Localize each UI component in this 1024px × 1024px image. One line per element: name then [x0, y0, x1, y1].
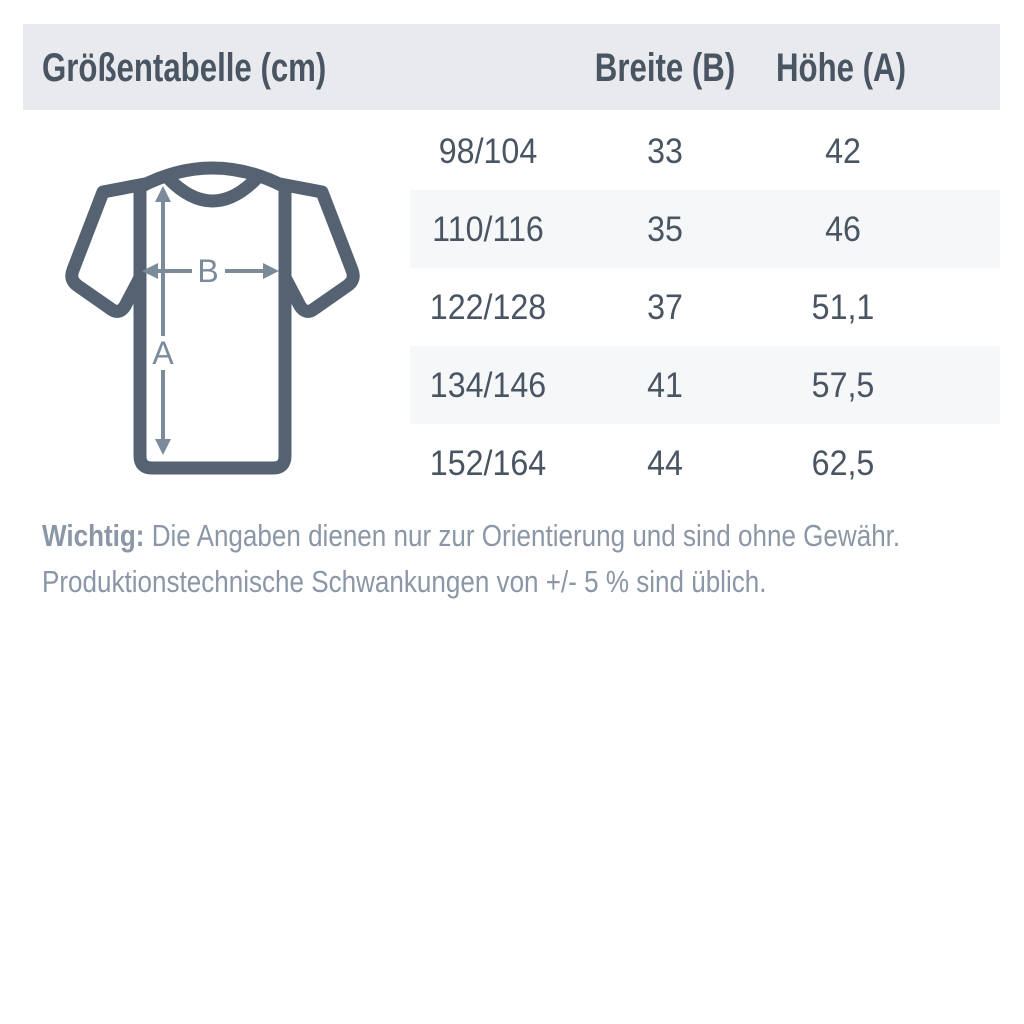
table-row	[410, 190, 1000, 268]
table-row	[410, 112, 1000, 190]
footer-important-label: Wichtig:	[42, 518, 145, 553]
height-arrow-label: A	[152, 335, 174, 371]
table-row	[410, 346, 1000, 424]
footer-note	[42, 513, 901, 605]
breite-cell: 37	[647, 288, 683, 327]
size-cell: 110/116	[432, 210, 544, 249]
table-row	[410, 268, 1000, 346]
breite-cell: 35	[647, 210, 683, 249]
size-cell: 98/104	[438, 132, 538, 171]
footer-text-1: Die Angaben dienen nur zur Orientierung und sind ohne Gewähr.	[151, 518, 901, 553]
hoehe-cell: 57,5	[811, 366, 875, 405]
size-cell: 122/128	[429, 288, 547, 327]
tshirt-measurement-diagram	[55, 148, 365, 483]
hoehe-cell: 46	[825, 210, 861, 249]
size-cell: 152/164	[429, 444, 547, 483]
size-cell: 134/146	[429, 366, 547, 405]
breite-cell: 41	[647, 366, 683, 405]
hoehe-cell: 51,1	[811, 288, 875, 327]
page-title: Größentabelle (cm)	[42, 46, 327, 90]
breite-cell: 44	[647, 444, 683, 483]
column-header-hoehe: Höhe (A)	[776, 46, 906, 90]
table-header-bar	[23, 24, 1000, 110]
table-row	[410, 424, 1000, 502]
column-header-breite: Breite (B)	[594, 46, 736, 90]
footer-line-2	[42, 559, 848, 605]
hoehe-cell: 42	[825, 132, 861, 171]
breite-cell: 33	[647, 132, 683, 171]
hoehe-cell: 62,5	[811, 444, 875, 483]
footer-text-2: Produktionstechnische Schwankungen von +/- 5 % sind üblich.	[42, 564, 767, 599]
footer-line-1	[42, 513, 901, 559]
width-arrow-label: B	[197, 253, 219, 289]
